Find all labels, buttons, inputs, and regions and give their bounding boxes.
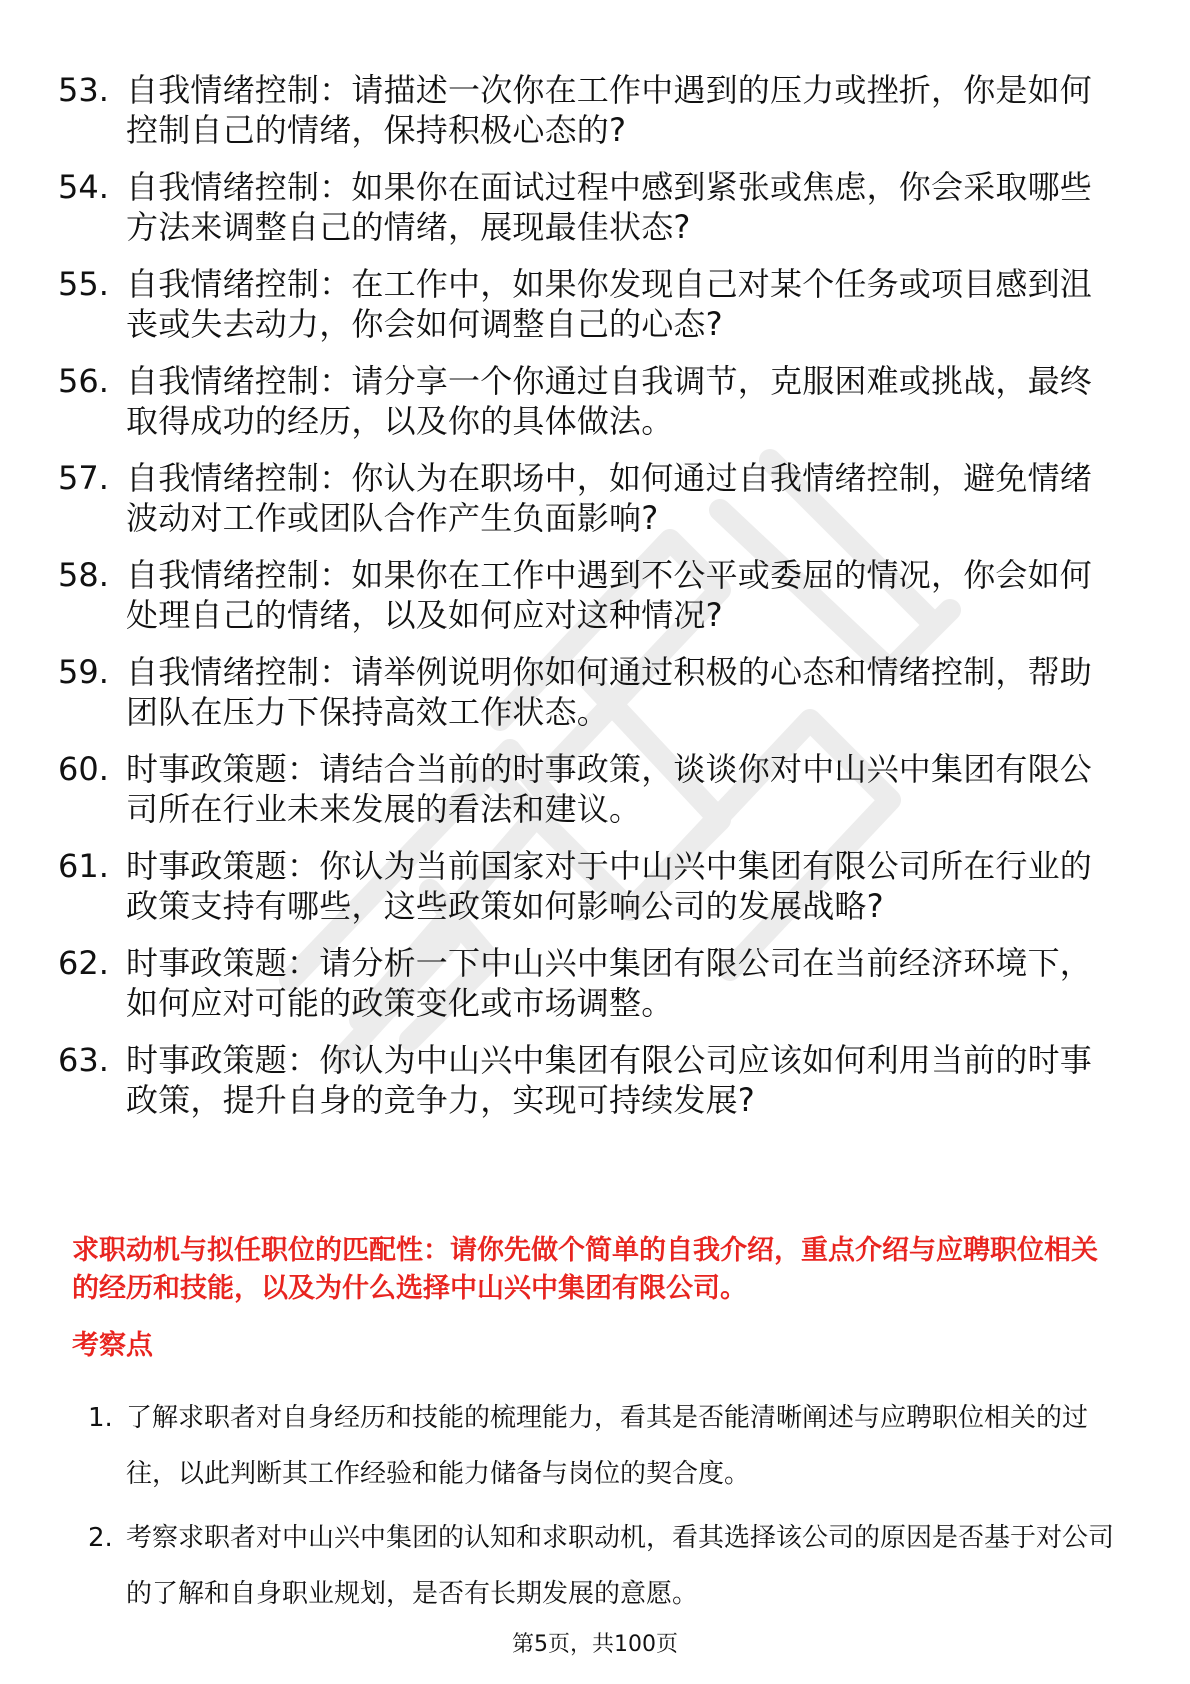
question-text: 时事政策题：请分析一下中山兴中集团有限公司在当前经济环境下，如何应对可能的政策变化或市场调整。 bbox=[126, 944, 1093, 1022]
question-number: 63. bbox=[58, 1041, 109, 1079]
question-text: 时事政策题：你认为当前国家对于中山兴中集团有限公司所在行业的政策支持有哪些，这些政策如何影响公司的发展战略? bbox=[126, 847, 1093, 925]
question-list bbox=[58, 70, 1118, 1137]
point-number: 2. bbox=[88, 1523, 113, 1553]
question-number: 59. bbox=[58, 653, 109, 691]
question-item bbox=[58, 652, 1118, 732]
question-number: 58. bbox=[58, 556, 109, 594]
question-text: 自我情绪控制：在工作中，如果你发现自己对某个任务或项目感到沮丧或失去动力，你会如何调整自己的心态? bbox=[126, 265, 1093, 343]
question-number: 55. bbox=[58, 265, 109, 303]
question-text: 自我情绪控制：如果你在面试过程中感到紧张或焦虑，你会采取哪些方法来调整自己的情绪，展现最佳状态? bbox=[126, 168, 1093, 246]
question-item bbox=[58, 458, 1118, 538]
question-item bbox=[58, 555, 1118, 635]
question-text: 自我情绪控制：请描述一次你在工作中遇到的压力或挫折，你是如何控制自己的情绪，保持积极心态的? bbox=[126, 71, 1093, 149]
question-text: 自我情绪控制：如果你在工作中遇到不公平或委屈的情况，你会如何处理自己的情绪，以及如何应对这种情况? bbox=[126, 556, 1093, 634]
page-number-footer: 第5页，共100页 bbox=[512, 1632, 678, 1657]
question-text: 时事政策题：请结合当前的时事政策，谈谈你对中山兴中集团有限公司所在行业未来发展的看法和建议。 bbox=[126, 750, 1093, 828]
assessment-points-heading: 考察点 bbox=[72, 1330, 153, 1361]
question-number: 62. bbox=[58, 944, 109, 982]
section-heading: 求职动机与拟任职位的匹配性：请你先做个简单的自我介绍，重点介绍与应聘职位相关的经历和技能，以及为什么选择中山兴中集团有限公司。 bbox=[72, 1235, 1098, 1304]
question-item bbox=[58, 943, 1118, 1023]
assessment-point bbox=[88, 1510, 1118, 1622]
question-number: 54. bbox=[58, 168, 109, 206]
question-item bbox=[58, 846, 1118, 926]
question-item bbox=[58, 749, 1118, 829]
question-item bbox=[58, 167, 1118, 247]
question-text: 时事政策题：你认为中山兴中集团有限公司应该如何利用当前的时事政策，提升自身的竞争力，实现可持续发展? bbox=[126, 1041, 1093, 1119]
question-text: 自我情绪控制：请举例说明你如何通过积极的心态和情绪控制，帮助团队在压力下保持高效工作状态。 bbox=[126, 653, 1093, 731]
question-text: 自我情绪控制：你认为在职场中，如何通过自我情绪控制，避免情绪波动对工作或团队合作产生负面影响? bbox=[126, 459, 1093, 537]
question-number: 60. bbox=[58, 750, 109, 788]
assessment-point bbox=[88, 1390, 1118, 1502]
question-number: 61. bbox=[58, 847, 109, 885]
question-number: 57. bbox=[58, 459, 109, 497]
question-item bbox=[58, 264, 1118, 344]
question-text: 自我情绪控制：请分享一个你通过自我调节，克服困难或挑战，最终取得成功的经历，以及你的具体做法。 bbox=[126, 362, 1093, 440]
point-number: 1. bbox=[88, 1403, 113, 1433]
question-number: 56. bbox=[58, 362, 109, 400]
point-text: 考察求职者对中山兴中集团的认知和求职动机，看其选择该公司的原因是否基于对公司的了解和自身职业规划，是否有长期发展的意愿。 bbox=[126, 1523, 1115, 1609]
assessment-point-list bbox=[88, 1390, 1118, 1630]
question-item bbox=[58, 1040, 1118, 1120]
question-item bbox=[58, 70, 1118, 150]
question-item bbox=[58, 361, 1118, 441]
point-text: 了解求职者对自身经历和技能的梳理能力，看其是否能清晰阐述与应聘职位相关的过往，以此判断其工作经验和能力储备与岗位的契合度。 bbox=[126, 1403, 1089, 1489]
question-number: 53. bbox=[58, 71, 109, 109]
